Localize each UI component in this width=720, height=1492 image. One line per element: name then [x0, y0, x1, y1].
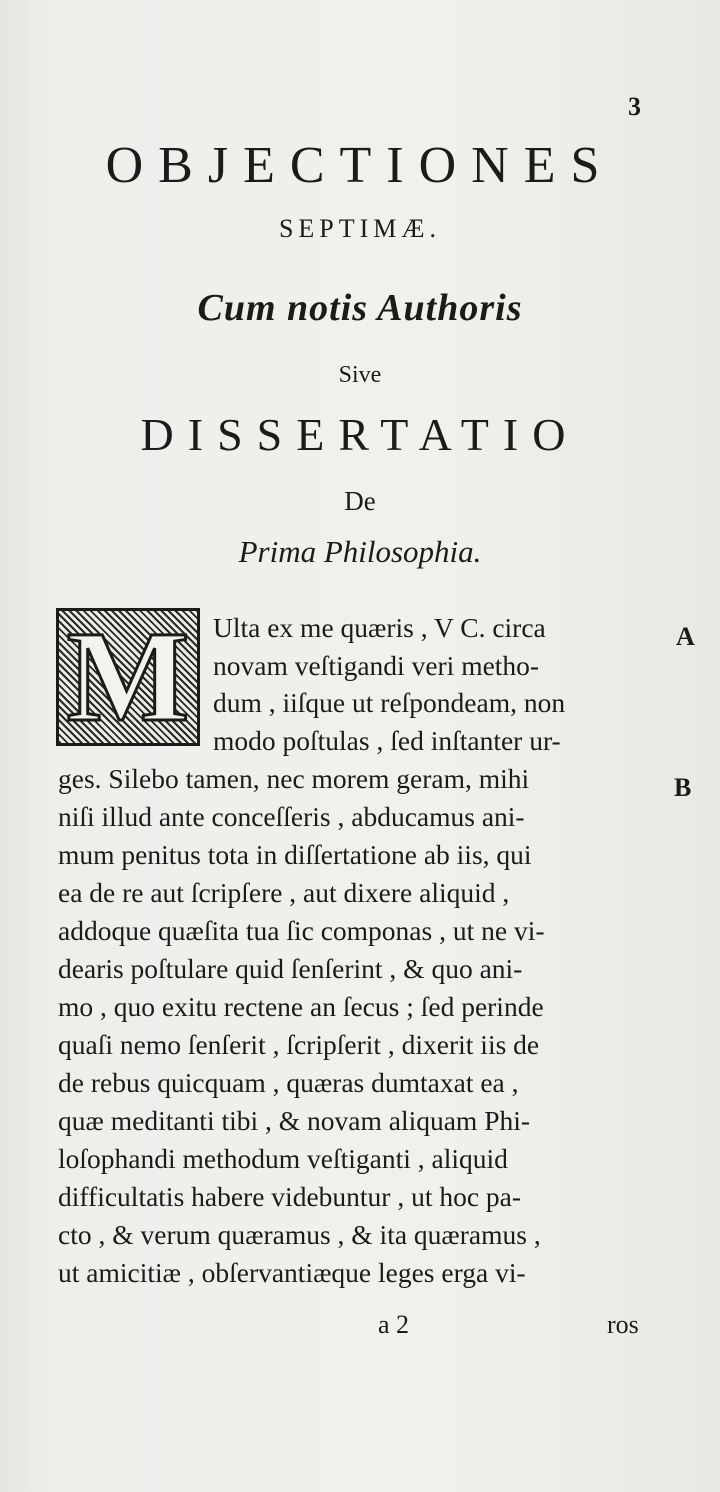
body-line: dum , iiſque ut reſpondeam, non: [213, 687, 566, 718]
body-line: quæ meditanti tibi , & novam aliquam Phi-: [58, 1105, 531, 1136]
subtitle: SEPTIMÆ.: [278, 214, 442, 243]
dissertatio-heading: DISSERTATIO: [140, 409, 580, 460]
body-line: mum penitus tota in diſſertatione ab iis, qui: [58, 839, 532, 870]
sive-line: Sive: [338, 362, 382, 388]
signature-mark: a 2: [378, 1310, 410, 1339]
page-title: OBJECTIONES: [105, 137, 615, 194]
author-notes-line: Cum notis Authoris: [197, 287, 523, 329]
body-line: novam veſtigandi veri metho-: [213, 650, 540, 681]
catchword: ros: [607, 1310, 639, 1339]
body-line: niſi illud ante conceſſeris , abducamus ani-: [58, 801, 525, 832]
body-line: cto , & verum quæramus , & ita quæramus ,: [58, 1219, 541, 1250]
body-line: loſophandi methodum veſtiganti , aliquid: [58, 1143, 508, 1174]
de-line: De: [344, 486, 376, 516]
topic-line: Prima Philosophia.: [238, 534, 482, 569]
margin-note-a: A: [676, 622, 695, 651]
body-line: ges. Silebo tamen, nec morem geram, mihi: [58, 763, 530, 794]
drop-cap-letter: M: [66, 605, 190, 749]
body-line: dearis poſtulare quid ſenſerint , & quo ani-: [58, 953, 523, 984]
drop-cap-initial: [56, 605, 200, 749]
body-line: quaſi nemo ſenſerit , ſcripſerit , dixerit iis de: [58, 1029, 540, 1060]
body-line: ut amicitiæ , obſervantiæque leges erga vi-: [58, 1257, 526, 1288]
body-line: de rebus quicquam , quæras dumtaxat ea ,: [58, 1067, 519, 1098]
body-line: ea de re aut ſcripſere , aut dixere aliquid ,: [58, 877, 510, 908]
body-line: Ulta ex me quæris , V C. circa: [213, 612, 546, 643]
margin-note-b: B: [674, 773, 692, 802]
body-line: mo , quo exitu rectene an ſecus ; ſed perinde: [58, 991, 544, 1022]
page-number: 3: [628, 92, 641, 121]
body-line: difficultatis habere videbuntur , ut hoc pa-: [58, 1181, 522, 1212]
body-line: addoque quæſita tua ſic componas , ut ne vi-: [58, 915, 545, 946]
body-line: modo poſtulas , ſed inſtanter ur-: [213, 725, 561, 756]
